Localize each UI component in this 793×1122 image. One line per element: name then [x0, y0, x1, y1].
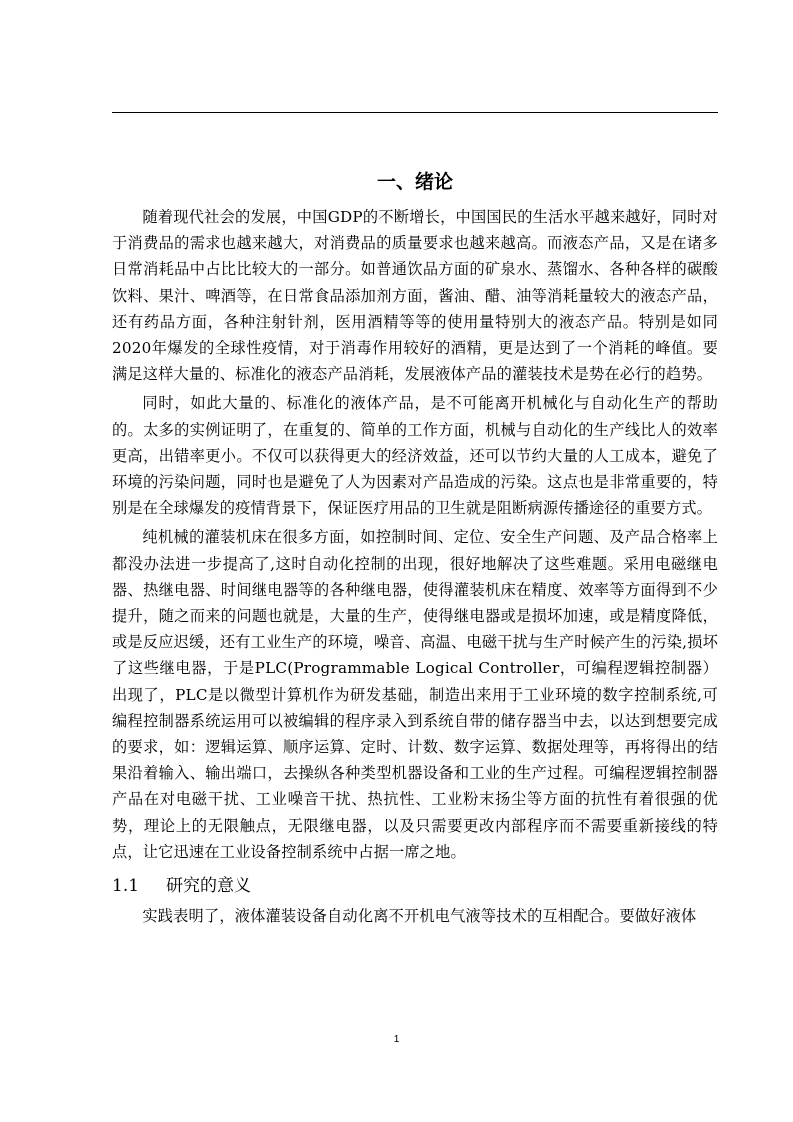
page-number: 1: [393, 1034, 400, 1045]
section-number: 1.1: [112, 876, 140, 897]
body-paragraph: 纯机械的灌装机床在很多方面，如控制时间、定位、安全生产问题、及产品合格率上都没办法进一步提高了,这时自动化控制的出现，很好地解决了这些难题。采用电磁继电器、热继电器、时间继电器等的各种继电器，使得灌装机床在精度、效率等方面得到不少提升，随之而来的问题也就是，大量的生产，使得继电器或是损坏加速，或是精度降低，或是反应迟缓，还有工业生产的环境，噪音、高温、电磁干扰与生产时候产生的污染,损坏了这些继电器，于是PLC(Programmable Logical Controller，可编程逻辑控制器）出现了，PLC是以微型计算机作为研发基础，制造出来用于工业环境的数字控制系统,可编程控制器系统运用可以被编辑的程序录入到系统自带的储存器当中去，以达到想要完成的要求，如：逻辑运算、顺序运算、定时、计数、数字运算、数据处理等，再将得出的结果沿着输入、输出端口，去操纵各种类型机器设备和工业的生产过程。可编程逻辑控制器产品在对电磁干扰、工业噪音干扰、热抗性、工业粉末扬尘等方面的抗性有着很强的优势，理论上的无限触点，无限继电器，以及只需要更改内部程序而不需要重新接线的特点，让它迅速在工业设备控制系统中占据一席之地。: [112, 528, 718, 861]
body-paragraph: 实践表明了，液体灌装设备自动化离不开机电气液等技术的互相配合。要做好液体: [142, 907, 697, 926]
body-paragraph: 随着现代社会的发展，中国GDP的不断增长，中国国民的生活水平越来越好，同时对于消费品的需求也越来越大，对消费品的质量要求也越来越高。而液态产品，又是在诸多日常消耗品中占比比较大的一部分。如普通饮品方面的矿泉水、蒸馏水、各种各样的碳酸饮料、果汁、啤酒等，在日常食品添加剂方面，酱油、醋、油等消耗量较大的液态产品，还有药品方面，各种注射针剂，医用酒精等等的使用量特别大的液态产品。特别是如同2020年爆发的全球性疫情，对于消毒作用较好的酒精，更是达到了一个消耗的峰值。要满足这样大量的、标准化的液态产品消耗，发展液体产品的灌装技术是势在必行的趋势。: [112, 208, 718, 384]
page-content: [112, 168, 718, 929]
section-title: 研究的意义: [166, 876, 251, 897]
chapter-title: 一、绪论: [376, 171, 453, 193]
header-rule: [112, 112, 718, 113]
section-heading: [112, 871, 718, 901]
body-paragraph: 同时，如此大量的、标准化的液体产品，是不可能离开机械化与自动化生产的帮助的。太多的实例证明了，在重复的、简单的工作方面，机械与自动化的生产线比人的效率更高，出错率更小。不仅可以获得更大的经济效益，还可以节约大量的人工成本，避免了环境的污染问题，同时也是避免了人为因素对产品造成的污染。这点也是非常重要的，特别是在全球爆发的疫情背景下，保证医疗用品的卫生就是阻断病源传播途径的重要方式。: [112, 394, 718, 518]
